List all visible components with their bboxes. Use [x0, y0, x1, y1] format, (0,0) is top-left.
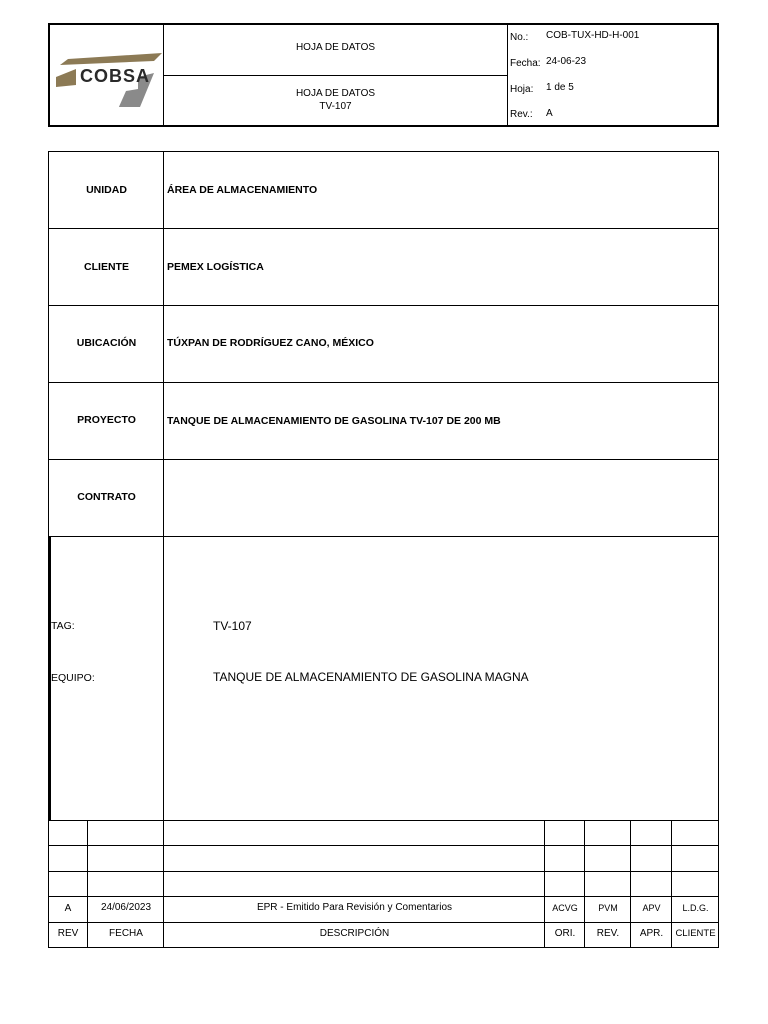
rev-header-apr: APR.	[639, 928, 664, 939]
meta-value-rev: A	[546, 108, 553, 119]
rev-header-rev: REV	[57, 928, 79, 939]
info-divider	[163, 152, 164, 821]
header-divider	[163, 75, 508, 76]
rev-entry-rev: A	[64, 903, 72, 914]
equipo-value: TANQUE DE ALMACENAMIENTO DE GASOLINA MAGNA	[213, 670, 529, 684]
rev-entry-ori: ACVG	[552, 903, 578, 913]
row-label-cliente: CLIENTE	[84, 261, 129, 273]
rev-entry-descripcion: EPR - Emitido Para Revisión y Comentarios	[256, 902, 453, 913]
document-header	[48, 23, 719, 127]
row-value-cliente: PEMEX LOGÍSTICA	[167, 261, 264, 273]
rev-entry-cliente: L.D.G.	[682, 903, 709, 913]
row-label-contrato: CONTRATO	[77, 491, 136, 503]
meta-label-no: No.:	[510, 32, 529, 43]
info-table	[48, 151, 719, 821]
row-value-proyecto: TANQUE DE ALMACENAMIENTO DE GASOLINA TV-107 DE 200 MB	[167, 415, 501, 427]
row-label-ubicacion: UBICACIÓN	[76, 337, 137, 349]
meta-value-hoja: 1 de 5	[546, 82, 574, 93]
equipo-label: EQUIPO:	[51, 672, 95, 684]
row-divider	[49, 228, 719, 229]
rev-header-cliente: CLIENTE	[675, 928, 716, 939]
tag-label: TAG:	[51, 620, 75, 632]
row-divider	[49, 305, 719, 306]
row-divider	[49, 382, 719, 383]
rev-entry-rev-by: PVM	[598, 903, 618, 913]
row-label-proyecto: PROYECTO	[77, 414, 136, 426]
company-logo	[54, 47, 162, 107]
row-value-unidad: ÁREA DE ALMACENAMIENTO	[167, 184, 318, 196]
meta-label-hoja: Hoja:	[510, 84, 534, 95]
row-divider	[49, 536, 719, 537]
meta-value-fecha: 24-06-23	[546, 56, 587, 67]
header-title-bottom-line1: HOJA DE DATOS	[295, 88, 376, 99]
meta-label-fecha: Fecha:	[510, 58, 541, 69]
header-title-bottom-line2: TV-107	[319, 101, 352, 112]
logo-olive-stripe	[60, 53, 162, 65]
rev-header-descripcion: DESCRIPCIÓN	[319, 928, 390, 939]
rev-entry-apr: APV	[642, 903, 661, 913]
tag-value: TV-107	[213, 619, 252, 633]
row-label-unidad: UNIDAD	[86, 184, 127, 196]
logo-text: COBSA	[80, 66, 151, 86]
meta-value-no: COB-TUX-HD-H-001	[546, 30, 640, 41]
row-value-ubicacion: TÚXPAN DE RODRÍGUEZ CANO, MÉXICO	[167, 337, 374, 349]
row-divider	[49, 459, 719, 460]
header-title-top: HOJA DE DATOS	[295, 42, 376, 53]
logo-olive-block	[56, 69, 76, 87]
rev-header-ori: ORI.	[554, 928, 576, 939]
revision-table	[48, 820, 719, 948]
rev-header-rev-by: REV.	[596, 928, 620, 939]
meta-label-rev: Rev.:	[510, 109, 533, 120]
rev-entry-fecha: 24/06/2023	[100, 902, 152, 913]
rev-header-fecha: FECHA	[109, 928, 143, 939]
